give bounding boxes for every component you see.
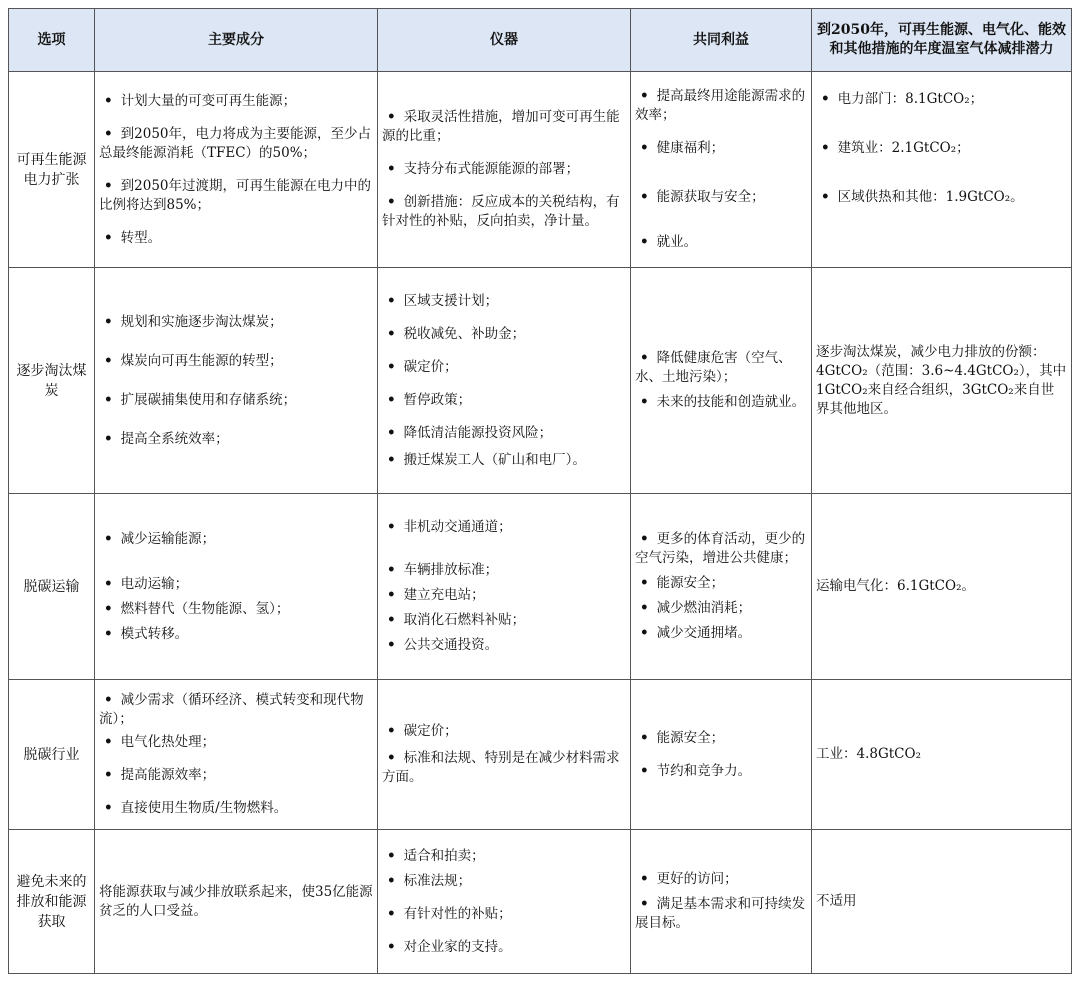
list-item: • 燃料替代（生物能源、氢）； xyxy=(99,600,373,619)
list-item: • 健康福利； xyxy=(635,139,807,158)
components-cell xyxy=(95,680,378,830)
list-item: • 能源获取与安全； xyxy=(635,188,807,207)
list-item: • 取消化石燃料补贴； xyxy=(382,611,626,630)
option-cell: 脱碳行业 xyxy=(9,680,95,830)
potential-text: 不适用 xyxy=(816,893,857,909)
list-item: • 建立充电站； xyxy=(382,586,626,605)
list-item: • 碳定价； xyxy=(382,722,626,741)
list-item: • 建筑业：2.1GtCO₂； xyxy=(816,139,1067,158)
list-item: • 节约和竞争力。 xyxy=(635,762,807,781)
components-cell xyxy=(95,830,378,974)
list-item: • 提高能源效率； xyxy=(99,766,373,785)
list-item: • 电动运输； xyxy=(99,575,373,594)
list-item: • 降低清洁能源投资风险； xyxy=(382,424,626,443)
list-item: • 税收减免、补助金； xyxy=(382,325,626,344)
list-item: • 减少运输能源； xyxy=(99,530,373,549)
list-item: • 区域供热和其他：1.9GtCO₂。 xyxy=(816,188,1067,207)
list-item: • 扩展碳捕集使用和存储系统； xyxy=(99,391,373,410)
option-cell: 逐步淘汰煤炭 xyxy=(9,268,95,494)
option-cell: 脱碳运输 xyxy=(9,494,95,680)
list-item: • 煤炭向可再生能源的转型； xyxy=(99,352,373,371)
list-item: • 标准法规； xyxy=(382,872,626,891)
list-item: • 电力部门：8.1GtCO₂； xyxy=(816,90,1067,109)
potential-cell xyxy=(812,268,1072,494)
header-instruments: 仪器 xyxy=(378,9,631,72)
list-item: • 转型。 xyxy=(99,229,373,248)
list-item: • 电气化热处理； xyxy=(99,733,373,752)
instruments-cell xyxy=(378,830,631,974)
list-item: • 规划和实施逐步淘汰煤炭； xyxy=(99,313,373,332)
list-item: • 能源安全； xyxy=(635,574,807,593)
cobenefits-cell xyxy=(631,72,812,268)
list-item: • 适合和拍卖； xyxy=(382,847,626,866)
list-item: • 碳定价； xyxy=(382,358,626,377)
potential-text: 工业：4.8GtCO₂ xyxy=(816,746,921,762)
option-cell: 避免未来的排放和能源获取 xyxy=(9,830,95,974)
instruments-cell xyxy=(378,680,631,830)
instruments-cell xyxy=(378,494,631,680)
potential-cell xyxy=(812,494,1072,680)
list-item: • 提高全系统效率； xyxy=(99,430,373,449)
cobenefits-cell xyxy=(631,268,812,494)
header-components: 主要成分 xyxy=(95,9,378,72)
table-row xyxy=(9,830,1072,974)
list-item: • 暂停政策； xyxy=(382,391,626,410)
table-row xyxy=(9,494,1072,680)
list-item: • 模式转移。 xyxy=(99,625,373,644)
option-cell: 可再生能源电力扩张 xyxy=(9,72,95,268)
list-item: • 非机动交通通道； xyxy=(382,518,626,537)
list-item: • 减少交通拥堵。 xyxy=(635,624,807,643)
list-item: • 减少需求（循环经济、模式转变和现代物流）； xyxy=(99,691,373,729)
components-cell xyxy=(95,72,378,268)
list-item: • 直接使用生物质/生物燃料。 xyxy=(99,799,373,818)
list-item: • 更好的访问； xyxy=(635,870,807,889)
potential-text: 逐步淘汰煤炭，减少电力排放的份额：4GtCO₂（范围：3.6~4.4GtCO₂），其中1GtCO₂来自经合组织，3GtCO₂来自世界其他地区。 xyxy=(816,343,1067,417)
list-item: • 创新措施：反应成本的关税结构，有针对性的补贴，反向拍卖，净计量。 xyxy=(382,193,626,231)
list-item: • 减少燃油消耗； xyxy=(635,599,807,618)
header-row xyxy=(9,9,1072,72)
potential-cell xyxy=(812,72,1072,268)
table-row xyxy=(9,680,1072,830)
cobenefits-cell xyxy=(631,494,812,680)
list-item: • 车辆排放标准； xyxy=(382,561,626,580)
list-item: • 对企业家的支持。 xyxy=(382,938,626,957)
header-potential: 到2050年，可再生能源、电气化、能效和其他措施的年度温室气体减排潜力 xyxy=(812,9,1072,72)
components-text: 将能源获取与减少排放联系起来，使35亿能源贫乏的人口受益。 xyxy=(99,883,373,919)
components-cell xyxy=(95,268,378,494)
header-option: 选项 xyxy=(9,9,95,72)
list-item: • 满足基本需求和可持续发展目标。 xyxy=(635,895,807,933)
list-item: • 区域支援计划； xyxy=(382,292,626,311)
table-wrapper xyxy=(8,8,1072,974)
instruments-cell xyxy=(378,268,631,494)
potential-cell xyxy=(812,680,1072,830)
list-item: • 到2050年，电力将成为主要能源，至少占总最终能源消耗（TFEC）的50%； xyxy=(99,125,373,163)
list-item: • 降低健康危害（空气、水、土地污染）； xyxy=(635,349,807,387)
list-item: • 支持分布式能源能源的部署； xyxy=(382,160,626,179)
list-item: • 到2050年过渡期，可再生能源在电力中的比例将达到85%； xyxy=(99,177,373,215)
potential-text: 运输电气化：6.1GtCO₂。 xyxy=(816,578,975,594)
policy-options-table xyxy=(8,8,1072,974)
potential-cell xyxy=(812,830,1072,974)
list-item: • 提高最终用途能源需求的效率； xyxy=(635,87,807,125)
list-item: • 公共交通投资。 xyxy=(382,636,626,655)
table-row xyxy=(9,268,1072,494)
list-item: • 未来的技能和创造就业。 xyxy=(635,393,807,412)
list-item: • 计划大量的可变可再生能源； xyxy=(99,92,373,111)
list-item: • 就业。 xyxy=(635,233,807,252)
list-item: • 搬迁煤炭工人（矿山和电厂）。 xyxy=(382,451,626,470)
cobenefits-cell xyxy=(631,830,812,974)
components-cell xyxy=(95,494,378,680)
table-row xyxy=(9,72,1072,268)
header-cobenefits: 共同利益 xyxy=(631,9,812,72)
list-item: • 标准和法规、特别是在减少材料需求方面。 xyxy=(382,749,626,787)
cobenefits-cell xyxy=(631,680,812,830)
list-item: • 更多的体育活动，更少的空气污染，增进公共健康； xyxy=(635,530,807,568)
list-item: • 有针对性的补贴； xyxy=(382,905,626,924)
list-item: • 能源安全； xyxy=(635,729,807,748)
list-item: • 采取灵活性措施，增加可变可再生能源的比重； xyxy=(382,108,626,146)
instruments-cell xyxy=(378,72,631,268)
